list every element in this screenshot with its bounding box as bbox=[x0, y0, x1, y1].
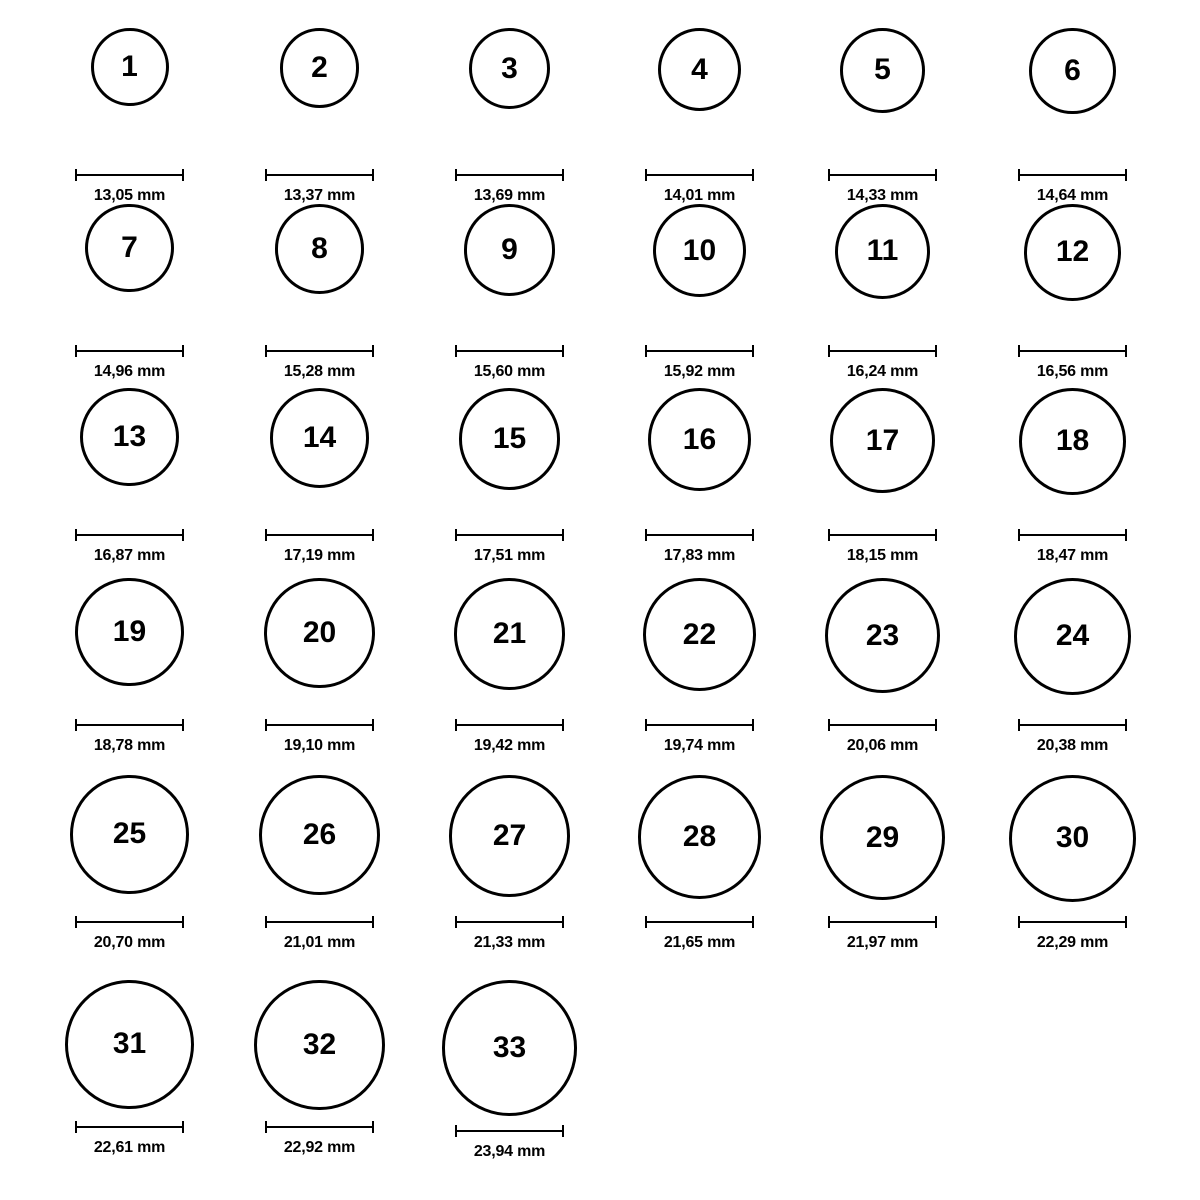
ring-size-cell bbox=[72, 775, 187, 952]
diameter-label: 22,29 mm bbox=[1036, 933, 1109, 951]
ring-size-cell bbox=[1015, 388, 1130, 565]
ring-size-cell bbox=[1015, 775, 1130, 952]
ring-circle bbox=[840, 28, 925, 113]
measure-cap-right bbox=[182, 529, 184, 541]
diameter-label: 13,37 mm bbox=[283, 186, 356, 204]
diameter-label: 14,01 mm bbox=[663, 186, 736, 204]
diameter-label: 22,92 mm bbox=[283, 1138, 356, 1156]
measure-bar bbox=[828, 719, 937, 731]
measure-cap-right bbox=[935, 345, 937, 357]
measure-cap-left bbox=[455, 345, 457, 357]
measure-line bbox=[265, 350, 374, 352]
ring-size-cell bbox=[825, 775, 940, 952]
diameter-label: 15,92 mm bbox=[663, 362, 736, 380]
ring-circle bbox=[1019, 388, 1126, 495]
ring-size-cell bbox=[1015, 204, 1130, 381]
measure-line bbox=[75, 1126, 184, 1128]
measure-cap-right bbox=[1125, 719, 1127, 731]
ring-circle bbox=[1024, 204, 1121, 301]
measure-cap-left bbox=[828, 719, 830, 731]
ring-size-number: 17 bbox=[865, 423, 900, 457]
measure-bar bbox=[265, 169, 374, 181]
diameter-label: 21,65 mm bbox=[663, 933, 736, 951]
measure-cap-left bbox=[75, 169, 77, 181]
measure-line bbox=[828, 350, 937, 352]
measure-cap-right bbox=[182, 719, 184, 731]
measure-cap-right bbox=[1125, 345, 1127, 357]
measure-cap-left bbox=[455, 529, 457, 541]
diameter-label: 21,97 mm bbox=[846, 933, 919, 951]
measure-line bbox=[265, 174, 374, 176]
measure-bar bbox=[265, 345, 374, 357]
measure-cap-left bbox=[265, 529, 267, 541]
ring-circle bbox=[259, 775, 379, 895]
measure-cap-left bbox=[1018, 916, 1020, 928]
measure-cap-left bbox=[75, 1121, 77, 1133]
measure-cap-left bbox=[455, 1125, 457, 1137]
measure-cap-right bbox=[372, 529, 374, 541]
measure-cap-left bbox=[455, 719, 457, 731]
diameter-label: 17,83 mm bbox=[663, 546, 736, 564]
measure-bar bbox=[1018, 916, 1127, 928]
measure-line bbox=[75, 921, 184, 923]
measure-cap-left bbox=[645, 345, 647, 357]
diameter-label: 17,51 mm bbox=[473, 546, 546, 564]
measure-bar bbox=[1018, 345, 1127, 357]
ring-size-cell bbox=[262, 204, 377, 381]
diameter-label: 17,19 mm bbox=[283, 546, 356, 564]
measure-bar bbox=[265, 1121, 374, 1133]
measure-line bbox=[828, 921, 937, 923]
ring-circle bbox=[469, 28, 550, 109]
ring-circle bbox=[459, 388, 561, 490]
measure-bar bbox=[1018, 719, 1127, 731]
measure-cap-left bbox=[645, 719, 647, 731]
ring-size-number: 26 bbox=[302, 818, 337, 852]
ring-size-cell bbox=[452, 204, 567, 381]
ring-circle bbox=[1009, 775, 1136, 902]
ring-circle bbox=[825, 578, 940, 693]
ring-circle bbox=[820, 775, 945, 900]
measure-cap-right bbox=[935, 169, 937, 181]
measure-cap-right bbox=[182, 345, 184, 357]
ring-size-number: 16 bbox=[682, 422, 717, 456]
measure-line bbox=[1018, 921, 1127, 923]
measure-cap-right bbox=[372, 169, 374, 181]
measure-cap-right bbox=[182, 169, 184, 181]
measure-line bbox=[75, 350, 184, 352]
measure-bar bbox=[645, 529, 754, 541]
ring-circle bbox=[449, 775, 571, 897]
measure-bar bbox=[75, 169, 184, 181]
measure-bar bbox=[75, 916, 184, 928]
ring-size-number: 29 bbox=[865, 820, 900, 854]
measure-cap-right bbox=[562, 169, 564, 181]
diameter-label: 18,47 mm bbox=[1036, 546, 1109, 564]
measure-cap-left bbox=[828, 169, 830, 181]
diameter-label: 14,96 mm bbox=[93, 362, 166, 380]
measure-bar bbox=[1018, 169, 1127, 181]
ring-circle bbox=[830, 388, 935, 493]
measure-line bbox=[828, 174, 937, 176]
diameter-label: 15,28 mm bbox=[283, 362, 356, 380]
ring-size-number: 25 bbox=[112, 817, 147, 851]
measure-bar bbox=[455, 529, 564, 541]
measure-cap-right bbox=[182, 916, 184, 928]
ring-circle bbox=[454, 578, 566, 690]
measure-bar bbox=[828, 529, 937, 541]
measure-line bbox=[645, 174, 754, 176]
measure-cap-right bbox=[752, 529, 754, 541]
ring-size-cell bbox=[452, 28, 567, 205]
ring-size-cell bbox=[452, 980, 567, 1161]
ring-size-number: 27 bbox=[492, 818, 527, 852]
ring-size-cell bbox=[262, 980, 377, 1157]
measure-bar bbox=[455, 916, 564, 928]
measure-cap-right bbox=[372, 345, 374, 357]
ring-size-number: 21 bbox=[492, 616, 527, 650]
ring-size-cell bbox=[262, 775, 377, 952]
measure-line bbox=[75, 534, 184, 536]
ring-size-number: 9 bbox=[501, 232, 518, 266]
ring-circle bbox=[75, 578, 183, 686]
measure-line bbox=[645, 534, 754, 536]
measure-bar bbox=[828, 345, 937, 357]
ring-circle bbox=[254, 980, 384, 1110]
ring-size-number: 24 bbox=[1055, 619, 1090, 653]
measure-bar bbox=[265, 916, 374, 928]
measure-bar bbox=[645, 719, 754, 731]
ring-size-number: 2 bbox=[311, 50, 328, 84]
ring-size-cell bbox=[642, 28, 757, 205]
ring-size-number: 32 bbox=[302, 1028, 337, 1062]
measure-bar bbox=[455, 719, 564, 731]
ring-size-number: 13 bbox=[112, 420, 147, 454]
measure-cap-left bbox=[1018, 529, 1020, 541]
diameter-label: 21,01 mm bbox=[283, 933, 356, 951]
measure-cap-right bbox=[935, 916, 937, 928]
diameter-label: 15,60 mm bbox=[473, 362, 546, 380]
measure-cap-right bbox=[1125, 169, 1127, 181]
ring-size-number: 10 bbox=[682, 233, 717, 267]
ring-circle bbox=[464, 204, 556, 296]
ring-size-number: 3 bbox=[501, 51, 518, 85]
ring-circle bbox=[658, 28, 741, 111]
diameter-label: 13,69 mm bbox=[473, 186, 546, 204]
ring-circle bbox=[653, 204, 746, 297]
measure-cap-left bbox=[75, 719, 77, 731]
diameter-label: 20,70 mm bbox=[93, 933, 166, 951]
ring-size-cell bbox=[825, 28, 940, 205]
measure-cap-left bbox=[1018, 169, 1020, 181]
diameter-label: 16,87 mm bbox=[93, 546, 166, 564]
measure-bar bbox=[265, 719, 374, 731]
ring-size-cell bbox=[452, 578, 567, 755]
measure-line bbox=[1018, 174, 1127, 176]
ring-circle bbox=[85, 204, 173, 292]
measure-cap-left bbox=[75, 529, 77, 541]
ring-size-cell bbox=[642, 388, 757, 565]
measure-line bbox=[75, 174, 184, 176]
measure-cap-right bbox=[752, 916, 754, 928]
ring-circle bbox=[80, 388, 178, 486]
diameter-label: 23,94 mm bbox=[473, 1142, 546, 1160]
measure-bar bbox=[455, 169, 564, 181]
measure-line bbox=[645, 350, 754, 352]
ring-size-cell bbox=[262, 28, 377, 205]
measure-cap-right bbox=[935, 719, 937, 731]
ring-size-number: 22 bbox=[682, 617, 717, 651]
ring-size-cell bbox=[452, 388, 567, 565]
ring-circle bbox=[280, 28, 360, 108]
ring-size-number: 19 bbox=[112, 615, 147, 649]
measure-line bbox=[265, 921, 374, 923]
ring-circle bbox=[270, 388, 370, 488]
measure-line bbox=[828, 724, 937, 726]
ring-size-number: 14 bbox=[302, 420, 337, 454]
diameter-label: 13,05 mm bbox=[93, 187, 166, 204]
ring-size-cell bbox=[825, 578, 940, 755]
measure-line bbox=[265, 724, 374, 726]
ring-size-number: 1 bbox=[121, 50, 138, 83]
ring-size-cell bbox=[262, 388, 377, 565]
measure-cap-left bbox=[828, 345, 830, 357]
ring-size-cell bbox=[642, 204, 757, 381]
measure-cap-left bbox=[828, 529, 830, 541]
ring-size-cell bbox=[452, 775, 567, 952]
measure-cap-right bbox=[182, 1121, 184, 1133]
measure-bar bbox=[265, 529, 374, 541]
ring-circle bbox=[1014, 578, 1131, 695]
ring-size-number: 4 bbox=[691, 52, 708, 86]
measure-cap-left bbox=[75, 345, 77, 357]
ring-circle bbox=[835, 204, 930, 299]
measure-bar bbox=[455, 1125, 564, 1137]
measure-bar bbox=[645, 345, 754, 357]
measure-cap-left bbox=[265, 169, 267, 181]
ring-size-cell bbox=[642, 578, 757, 755]
measure-line bbox=[455, 534, 564, 536]
ring-size-number: 28 bbox=[682, 819, 717, 853]
measure-cap-left bbox=[645, 169, 647, 181]
diameter-label: 16,24 mm bbox=[846, 362, 919, 380]
diameter-label: 22,61 mm bbox=[93, 1138, 166, 1156]
measure-line bbox=[455, 921, 564, 923]
ring-size-cell bbox=[72, 980, 187, 1157]
diameter-label: 16,56 mm bbox=[1036, 362, 1109, 380]
measure-cap-right bbox=[562, 345, 564, 357]
ring-circle bbox=[648, 388, 751, 491]
diameter-label: 18,78 mm bbox=[93, 736, 166, 754]
ring-size-cell bbox=[72, 204, 187, 381]
measure-bar bbox=[645, 169, 754, 181]
measure-bar bbox=[75, 345, 184, 357]
ring-size-number: 20 bbox=[302, 616, 337, 650]
ring-circle bbox=[638, 775, 762, 899]
ring-circle bbox=[643, 578, 756, 691]
measure-line bbox=[265, 534, 374, 536]
ring-size-cell bbox=[72, 578, 187, 755]
diameter-label: 18,15 mm bbox=[846, 546, 919, 564]
ring-size-number: 33 bbox=[492, 1030, 527, 1064]
ring-size-cell bbox=[72, 388, 187, 565]
measure-cap-left bbox=[1018, 345, 1020, 357]
diameter-label: 19,42 mm bbox=[473, 736, 546, 754]
measure-cap-right bbox=[562, 916, 564, 928]
measure-cap-left bbox=[75, 916, 77, 928]
measure-line bbox=[75, 724, 184, 726]
ring-size-cell bbox=[1015, 28, 1130, 205]
measure-cap-left bbox=[265, 345, 267, 357]
measure-cap-right bbox=[752, 345, 754, 357]
ring-size-number: 11 bbox=[866, 234, 899, 268]
measure-cap-right bbox=[1125, 529, 1127, 541]
ring-size-number: 8 bbox=[311, 231, 328, 265]
measure-cap-right bbox=[372, 916, 374, 928]
ring-size-cell bbox=[72, 28, 187, 205]
ring-circle bbox=[264, 578, 374, 688]
measure-bar bbox=[455, 345, 564, 357]
measure-cap-right bbox=[562, 719, 564, 731]
measure-cap-right bbox=[752, 719, 754, 731]
measure-cap-left bbox=[645, 916, 647, 928]
ring-size-cell bbox=[825, 204, 940, 381]
measure-cap-right bbox=[562, 1125, 564, 1137]
ring-size-number: 12 bbox=[1055, 235, 1090, 269]
measure-bar bbox=[645, 916, 754, 928]
measure-line bbox=[455, 724, 564, 726]
measure-cap-right bbox=[935, 529, 937, 541]
ring-size-number: 6 bbox=[1064, 54, 1081, 88]
ring-circle bbox=[70, 775, 189, 894]
measure-line bbox=[1018, 534, 1127, 536]
ring-size-number: 18 bbox=[1055, 424, 1090, 458]
measure-bar bbox=[75, 1121, 184, 1133]
measure-cap-left bbox=[645, 529, 647, 541]
measure-cap-left bbox=[455, 169, 457, 181]
measure-cap-left bbox=[265, 1121, 267, 1133]
diameter-label: 21,33 mm bbox=[473, 933, 546, 951]
measure-cap-right bbox=[372, 1121, 374, 1133]
measure-cap-right bbox=[372, 719, 374, 731]
diameter-label: 14,33 mm bbox=[846, 186, 919, 204]
ring-size-number: 5 bbox=[874, 53, 891, 87]
ring-circle bbox=[275, 204, 365, 294]
measure-line bbox=[265, 1126, 374, 1128]
measure-bar bbox=[1018, 529, 1127, 541]
diameter-label: 19,74 mm bbox=[663, 736, 736, 754]
ring-size-cell bbox=[1015, 578, 1130, 755]
measure-cap-left bbox=[828, 916, 830, 928]
measure-cap-left bbox=[265, 916, 267, 928]
ring-circle bbox=[1029, 28, 1115, 114]
measure-bar bbox=[828, 916, 937, 928]
diameter-label: 20,38 mm bbox=[1036, 736, 1109, 754]
diameter-label: 14,64 mm bbox=[1036, 186, 1109, 204]
measure-cap-right bbox=[1125, 916, 1127, 928]
ring-circle bbox=[442, 980, 578, 1116]
measure-line bbox=[828, 534, 937, 536]
ring-size-cell bbox=[642, 775, 757, 952]
ring-circle bbox=[91, 28, 169, 106]
measure-cap-left bbox=[1018, 719, 1020, 731]
measure-cap-left bbox=[265, 719, 267, 731]
ring-size-cell bbox=[825, 388, 940, 565]
measure-bar bbox=[75, 529, 184, 541]
measure-cap-right bbox=[562, 529, 564, 541]
measure-bar bbox=[75, 719, 184, 731]
measure-line bbox=[455, 174, 564, 176]
ring-size-number: 31 bbox=[112, 1027, 147, 1061]
measure-cap-right bbox=[752, 169, 754, 181]
ring-size-number: 15 bbox=[492, 421, 527, 455]
measure-line bbox=[455, 350, 564, 352]
ring-circle bbox=[65, 980, 194, 1109]
ring-size-number: 7 bbox=[121, 231, 138, 265]
measure-line bbox=[645, 724, 754, 726]
measure-line bbox=[1018, 724, 1127, 726]
diameter-label: 20,06 mm bbox=[846, 736, 919, 754]
measure-line bbox=[645, 921, 754, 923]
ring-size-number: 30 bbox=[1055, 821, 1090, 855]
measure-bar bbox=[828, 169, 937, 181]
measure-cap-left bbox=[455, 916, 457, 928]
measure-line bbox=[455, 1130, 564, 1132]
diameter-label: 19,10 mm bbox=[283, 736, 356, 754]
ring-size-cell bbox=[262, 578, 377, 755]
measure-line bbox=[1018, 350, 1127, 352]
ring-size-number: 23 bbox=[865, 618, 900, 652]
